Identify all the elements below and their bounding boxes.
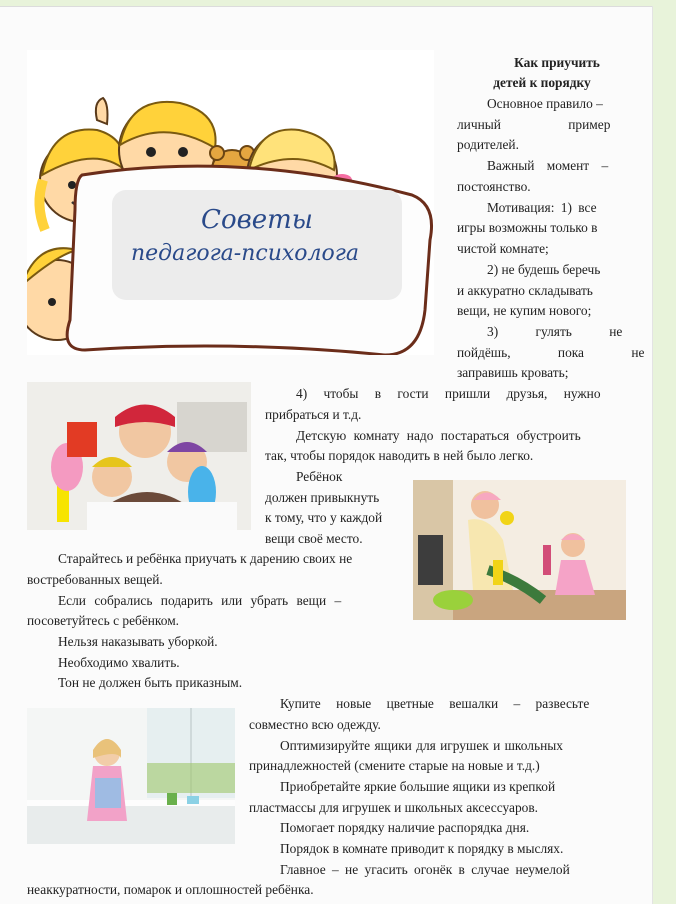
banner-line2: педагога-психолога	[130, 241, 360, 266]
text-line: Если собрались подарить или убрать вещи –	[58, 593, 342, 608]
text-line: личный пример	[457, 117, 611, 132]
text-line: Ребёнок	[296, 469, 343, 484]
text-line: 3) гулять не	[487, 324, 623, 339]
text-line: 4) чтобы в гости пришли друзья, нужно	[296, 386, 601, 401]
banner-illustration	[27, 50, 434, 355]
text-line: вещи, не купим нового;	[457, 303, 592, 318]
text-line: заправишь кровать;	[457, 365, 569, 380]
text-line: Тон не должен быть приказным.	[58, 675, 243, 690]
text-line: совместно всю одежду.	[249, 717, 381, 732]
photo-mother-children	[27, 382, 251, 530]
text-line: Купите новые цветные вешалки – развесьте	[280, 696, 590, 711]
photo-cleaning-floor-drawing	[413, 480, 626, 620]
text-line: игры возможны только в	[457, 220, 598, 235]
photo-girl-kitchen	[27, 708, 235, 844]
text-line: 2) не будешь беречь	[487, 262, 601, 277]
text-line: неаккуратности, помарок и оплошностей ребёнка.	[27, 882, 314, 897]
text-line: Важный момент –	[487, 158, 609, 173]
article-title-line1: Как приучить	[514, 55, 600, 70]
text-line: постоянство.	[457, 179, 531, 194]
text-line: пойдёшь, пока не	[457, 345, 645, 360]
text-line: Порядок в комнате приводит к порядку в мыслях.	[280, 841, 564, 856]
banner-line1: Советы	[201, 205, 313, 235]
text-line: прибраться и т.д.	[265, 407, 362, 422]
text-line: востребованных вещей.	[27, 572, 163, 587]
text-line: посоветуйтесь с ребёнком.	[27, 613, 180, 628]
text-line: родителей.	[457, 137, 519, 152]
article-title-line2: детей к порядку	[493, 75, 591, 90]
text-line: Приобретайте яркие большие ящики из крепкой	[280, 779, 556, 794]
text-line: так, чтобы порядок наводить в ней было легко.	[265, 448, 534, 463]
photo-girl-kitchen-drawing	[27, 708, 235, 844]
text-line: чистой комнате;	[457, 241, 549, 256]
text-line: должен привыкнуть	[265, 490, 380, 505]
text-line: Старайтесь и ребёнка приучать к дарению своих не	[58, 551, 353, 566]
text-line: и аккуратно складывать	[457, 283, 593, 298]
text-line: Главное – не угасить огонёк в случае неумелой	[280, 862, 570, 877]
cartoon-children-drawing	[27, 50, 434, 355]
photo-cleaning-floor	[413, 480, 626, 620]
text-line: Мотивация: 1) все	[487, 200, 597, 215]
text-line: Нельзя наказывать уборкой.	[58, 634, 218, 649]
text-line: Детскую комнату надо постараться обустроить	[296, 428, 581, 443]
text-line: к тому, что у каждой	[265, 510, 383, 525]
text-line: принадлежностей (смените старые на новые и т.д.)	[249, 758, 540, 773]
text-line: вещи своё место.	[265, 531, 363, 546]
text-line: Оптимизируйте ящики для игрушек и школьных	[280, 738, 563, 753]
text-line: Основное правило –	[487, 96, 603, 111]
text-line: пластмассы для игрушек и школьных аксессуаров.	[249, 800, 539, 815]
text-line: Необходимо хвалить.	[58, 655, 180, 670]
photo-mother-children-drawing	[27, 382, 251, 530]
text-line: Помогает порядку наличие распорядка дня.	[280, 820, 530, 835]
